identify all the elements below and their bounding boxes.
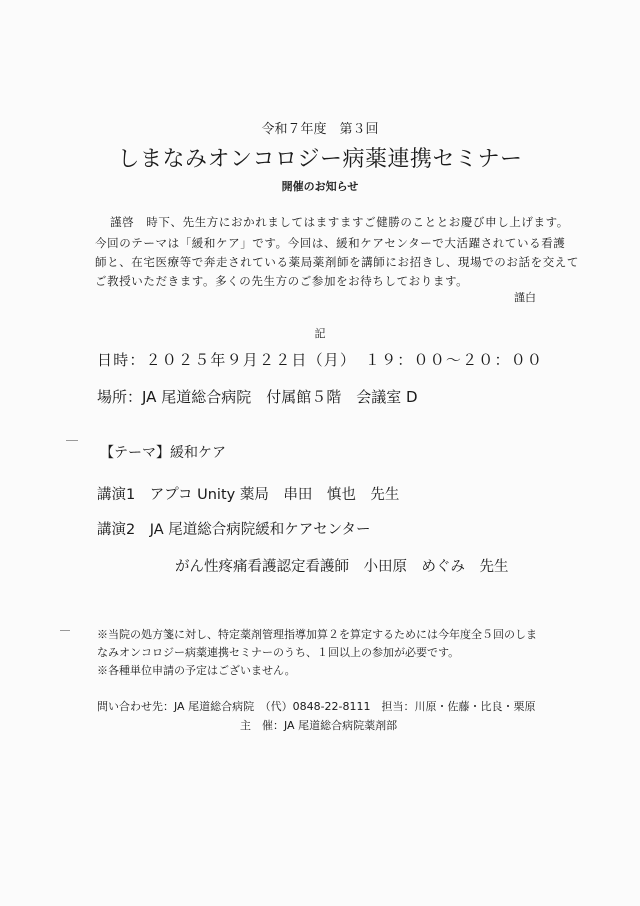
lecture-1: 講演1 アプコ Unity 薬局 串田 慎也 先生 <box>97 487 400 503</box>
seminar-year-number: 令和７年度 第３回 <box>261 122 379 137</box>
seminar-subtitle: 開催のお知らせ <box>281 180 359 193</box>
scan-mark <box>66 440 78 441</box>
greeting-line-3: 師と、在宅医療等で奔走されている薬局薬剤師を講師にお招きし、現場でのお話を交えて <box>95 255 579 269</box>
details-heading: 記 <box>314 327 326 340</box>
event-theme: 【テーマ】緩和ケア <box>100 445 226 461</box>
seminar-title: しまなみオンコロジー病薬連携セミナー <box>117 147 523 172</box>
greeting-line-1: 謹啓 時下、先生方におかれましてはますますご健勝のこととお慶び申し上げます。 <box>110 215 569 229</box>
greeting-closing: 謹白 <box>514 291 536 304</box>
note-line-2: なみオンコロジー病薬連携セミナーのうち、１回以上の参加が必要です。 <box>97 646 460 659</box>
event-datetime: 日時：２０２５年９月２２日（月） １９：００～２０：００ <box>97 351 544 369</box>
event-place: 場所：JA 尾道総合病院 付属館５階 会議室 D <box>97 388 418 406</box>
greeting-line-4: ご教授いただきます。多くの先生方のご参加をお待ちしております。 <box>95 274 469 288</box>
scan-mark <box>60 630 70 631</box>
lecture-2: 講演2 JA 尾道総合病院緩和ケアセンター <box>97 522 371 538</box>
note-line-3: ※各種単位申請の予定はございません。 <box>97 664 296 677</box>
note-line-1: ※当院の処方箋に対し、特定薬剤管理指導加算２を算定するためには今年度全５回のしま <box>97 628 537 641</box>
contact-info: 問い合わせ先：JA 尾道総合病院 （代）0848-22-8111 担当：川原・佐藤・比良・栗原 <box>97 700 536 713</box>
lecture-2-speaker: がん性疼痛看護認定看護師 小田原 めぐみ 先生 <box>175 559 509 575</box>
greeting-line-2: 今回のテーマは「緩和ケア」です。今回は、緩和ケアセンターで大活躍されている看護 <box>95 236 566 250</box>
organizer-info: 主 催：JA 尾道総合病院薬剤部 <box>240 719 398 732</box>
